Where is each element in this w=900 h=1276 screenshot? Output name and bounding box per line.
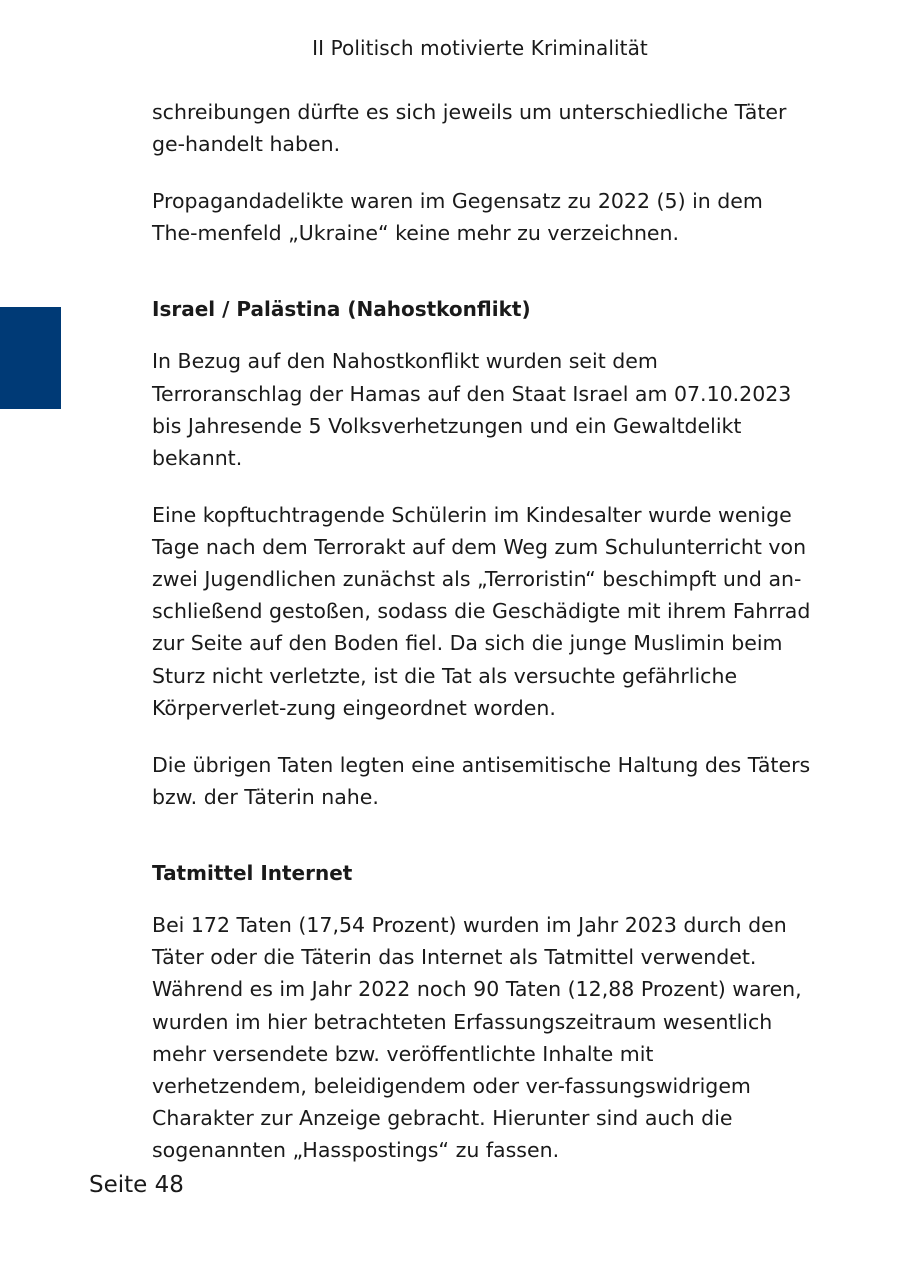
paragraph: schreibungen dürfte es sich jeweils um unterschiedliche Täter ge-handelt haben. — [152, 100, 787, 157]
paragraph: Propagandadelikte waren im Gegensatz zu 2022 (5) in dem The-menfeld „Ukraine“ keine mehr zu verzeichnen. — [152, 188, 763, 246]
paragraph: Die übrigen Taten legten eine antisemitische Haltung des Täters bzw. der Täterin nahe. — [152, 752, 811, 809]
section-heading: Israel / Palästina (Nahostkonflikt) — [152, 297, 531, 322]
paragraph: Bei 172 Taten (17,54 Prozent) wurden im Jahr 2023 durch den Täter oder die Täterin das Internet als Tatmittel verwendet. Während es im Jahr 2022 noch 90 Taten (12,88 Prozent) waren, wurden im hier betrachteten Erfassungszeitraum wesentlich mehr versendete bzw. veröffentlichte Inhalte mit verhetzendem, beleidigendem oder ver-fassungswidrigem Charakter zur Anzeige gebracht. Hierunter sind auch die sogenannten „Hasspostings“ zu fassen. — [152, 912, 802, 1163]
running-header: II Politisch motivierte Kriminalität — [312, 36, 648, 60]
paragraph: Eine kopftuchtragende Schülerin im Kindesalter wurde wenige Tage nach dem Terrorakt auf dem Weg zum Schulunterricht von zwei Jugendlichen zunächst als „Terroristin“ beschimpft und an-schließend gestoßen, sodass die Geschädigte mit ihrem Fahrrad zur Seite auf den Boden fiel. Da sich die junge Muslimin beim Sturz nicht verletzte, ist die Tat als versuchte gefährliche Körperverlet-zung eingeordnet worden. — [152, 502, 811, 720]
page-number: Seite 48 — [89, 1172, 184, 1198]
paragraph: In Bezug auf den Nahostkonflikt wurden seit dem Terroranschlag der Hamas auf den Staat Israel am 07.10.2023 bis Jahresende 5 Volksverhetzungen und ein Gewaltdelikt bekannt. — [152, 349, 792, 470]
chapter-side-tab — [0, 307, 61, 409]
section-heading: Tatmittel Internet — [152, 860, 353, 885]
page-content — [152, 96, 812, 1191]
